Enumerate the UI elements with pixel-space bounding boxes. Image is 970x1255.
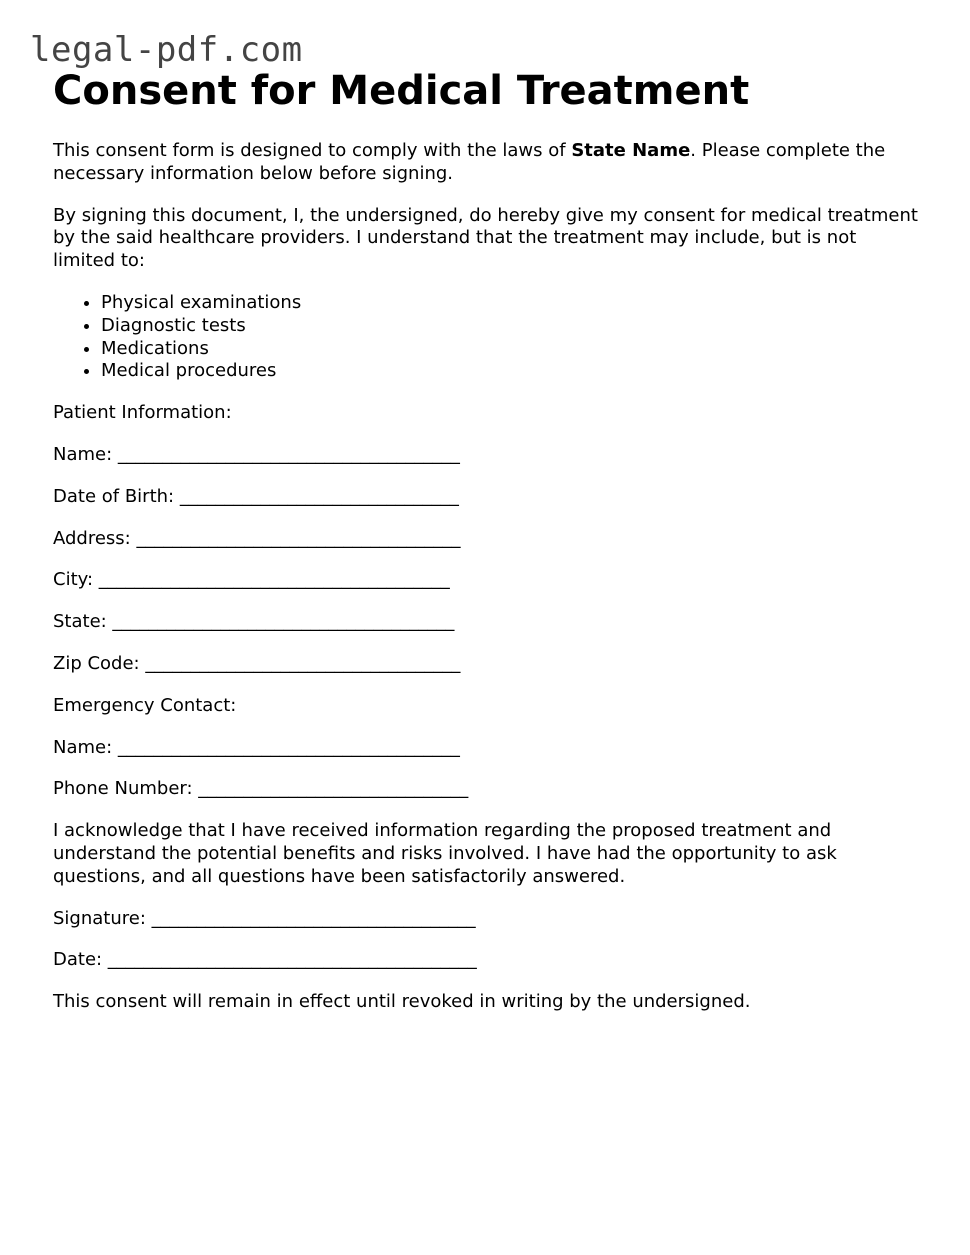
- closing-statement: This consent will remain in effect until revoked in writing by the undersigned.: [53, 991, 751, 1013]
- address-field[interactable]: Address: ____________________________________: [53, 527, 461, 549]
- date-field[interactable]: Date: _________________________________________: [53, 949, 477, 971]
- emergency-contact-heading: Emergency Contact:: [53, 694, 237, 716]
- document-body: [53, 66, 923, 1014]
- consent-paragraph: By signing this document, I, the undersigned, do hereby give my consent for medical treatment by the said healthcare providers. I understand that the treatment may include, but is not limited to:: [53, 204, 918, 272]
- watermark: legal-pdf.com: [30, 30, 303, 70]
- list-item: • Diagnostic tests: [101, 315, 923, 338]
- patient-name-field[interactable]: Name: ______________________________________: [53, 443, 460, 465]
- city-field[interactable]: City: _______________________________________: [53, 569, 450, 591]
- patient-info-heading: Patient Information:: [53, 402, 232, 424]
- zip-code-field[interactable]: Zip Code: ___________________________________: [53, 652, 461, 674]
- signature-field[interactable]: Signature: ____________________________________: [53, 907, 476, 929]
- list-item: • Medications: [101, 338, 923, 361]
- list-item: • Physical examinations: [101, 292, 923, 315]
- phone-number-field[interactable]: Phone Number: ______________________________: [53, 778, 469, 800]
- emergency-name-field[interactable]: Name: ______________________________________: [53, 736, 460, 758]
- page-title: Consent for Medical Treatment: [53, 68, 750, 114]
- state-field[interactable]: State: ______________________________________: [53, 611, 455, 633]
- intro-text-before: This consent form is designed to comply with the laws of: [53, 140, 572, 161]
- acknowledgement-paragraph: I acknowledge that I have received information regarding the proposed treatment and understand the potential benefits and risks involved. I have had the opportunity to ask questions, and all questions have been satisfactorily answered.: [53, 820, 837, 887]
- state-name: State Name: [571, 140, 691, 161]
- intro-text-after: . Please complete the necessary information below before signing.: [53, 140, 886, 184]
- intro-paragraph: [53, 140, 923, 186]
- treatment-list: [53, 292, 923, 383]
- date-of-birth-field[interactable]: Date of Birth: _______________________________: [53, 485, 459, 507]
- list-item: • Medical procedures: [101, 360, 923, 383]
